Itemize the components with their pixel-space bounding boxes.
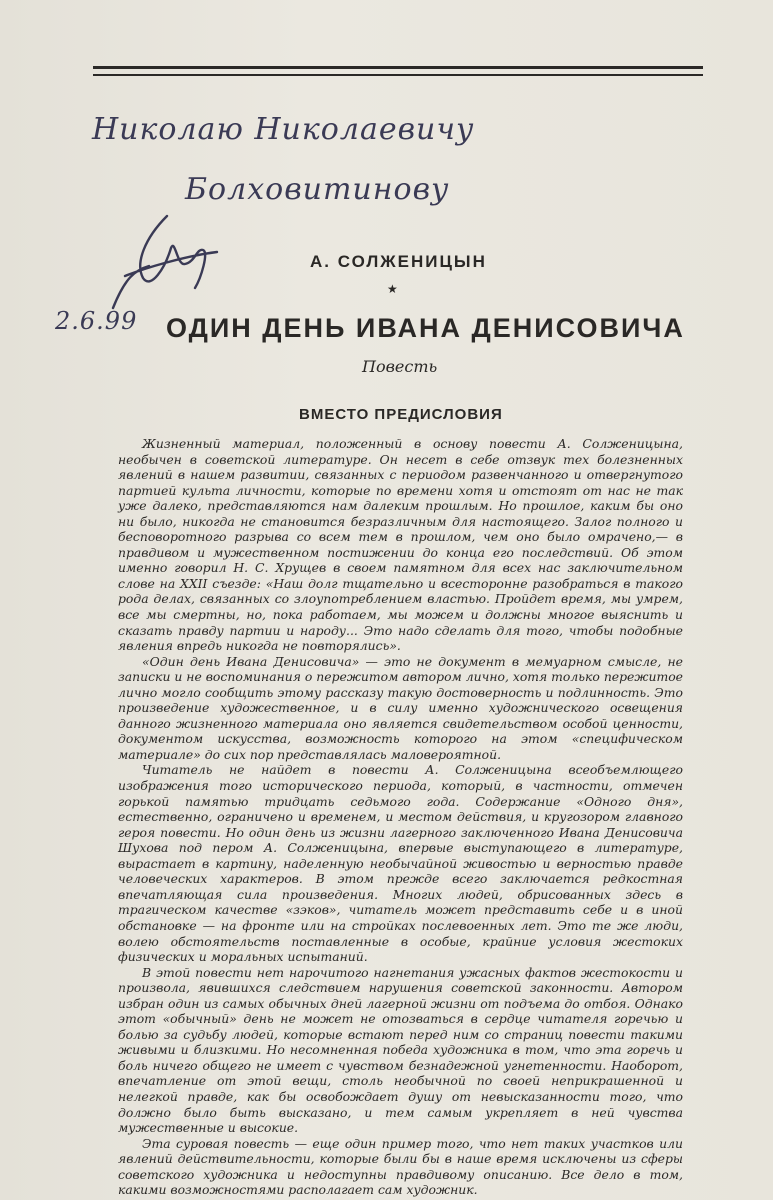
top-rule-thin [93,74,703,76]
top-rule [93,66,703,69]
star-ornament-icon: ★ [387,282,398,296]
section-heading: ВМЕСТО ПРЕДИСЛОВИЯ [299,406,503,423]
handwritten-date: 2.6.99 [55,307,138,335]
paragraph: Эта суровая повесть — еще один пример того, что нет таких участков или явлений действительности, которые были бы в наше время исключены из сферы советского художника и недоступны правдивому описанию. Все дело в том, какими возможностями располагает сам художник. [118,1135,683,1198]
subtitle: Повесть [362,357,438,376]
paragraph: Читатель не найдет в повести А. Солженицына всеобъемлющего изображения того исторического периода, который, в частности, отмечен горькой памятью тридцать седьмого года. Содержание «Одного дня», естественно, ограничено и временем, и местом действия, и кругозором главного героя повести. Но один день из жизни лагерного заключенного Ивана Денисовича Шухова под пером А. Солженицына, впервые выступающего в литературе, вырастает в картину, наделенную необычайной живостью и верностью правде человеческих характеров. В этом прежде всего заключается редкостная впечатляющая сила произведения. Многих людей, обрисованных здесь в трагическом качестве «зэков», читатель может представить себе и в иной обстановке — на фронте или на стройках послевоенных лет. Это те же люди, волею обстоятельств поставленные в особые, крайние условия жестоких физических и моральных испытаний. [118,762,683,965]
handwritten-dedication-line1: Николаю Николаевичу [92,112,475,147]
paragraph: «Один день Ивана Денисовича» — это не документ в мемуарном смысле, не записки и не воспоминания о пережитом автором лично, хотя только пережитое лично могло сообщить этому рассказу такую достоверность и подлинность. Это произведение художественное, и в силу именно художнического освещения данного жизненного материала оно является свидетельством особой ценности, документом искусства, возможность которого на этом «специфическом материале» до сих пор представлялась маловероятной. [118,653,683,762]
handwritten-signature [105,208,225,318]
handwritten-dedication-line2: Болховитинову [185,172,450,207]
body-text [118,436,683,1198]
paragraph: В этой повести нет нарочитого нагнетания ужасных фактов жестокости и произвола, явившихся следствием нарушения советской законности. Автором избран один из самых обычных дней лагерной жизни от подъема до отбоя. Однако этот «обычный» день не может не отозваться в сердце читателя горечью и болью за судьбу людей, которые встают перед ним со страниц повести такими живыми и близкими. Но несомненная победа художника в том, что эта горечь и боль ничего общего не имеет с чувством безнадежной угнетенности. Наоборот, впечатление от этой вещи, столь необычной по своей неприкрашенной и нелегкой правде, как бы освобождает душу от невысказанности того, что должно было быть высказано, и тем самым укрепляет в ней чувства мужественные и высокие. [118,964,683,1136]
paragraph: Жизненный материал, положенный в основу повести А. Солженицына, необычен в советской литературе. Он несет в себе отзвук тех болезненных явлений в нашем развитии, связанных с периодом развенчанного и отвергнутого партией культа личности, которые по времени хотя и отстоят от нас не так уже далеко, представляются нам далеким прошлым. Но прошлое, каким бы оно ни было, никогда не становится безразличным для настоящего. Залог полного и бесповоротного разрыва со всем тем в прошлом, чем оно было омрачено,— в правдивом и мужественном постижении до конца его последствий. Об этом именно говорил Н. С. Хрущев в своем памятном для всех нас заключительном слове на XXII съезде: «Наш долг тщательно и всесторонне разобраться в такого рода делах, связанных со злоупотреблением властью. Пройдет время, мы умрем, все мы смертны, но, пока работаем, мы можем и должны многое выяснить и сказать правду партии и народу... Это надо сделать для того, чтобы подобные явления впредь никогда не повторялись». [118,436,683,654]
author-name: А. СОЛЖЕНИЦЫН [310,252,487,271]
page-title: ОДИН ДЕНЬ ИВАНА ДЕНИСОВИЧА [166,313,685,343]
